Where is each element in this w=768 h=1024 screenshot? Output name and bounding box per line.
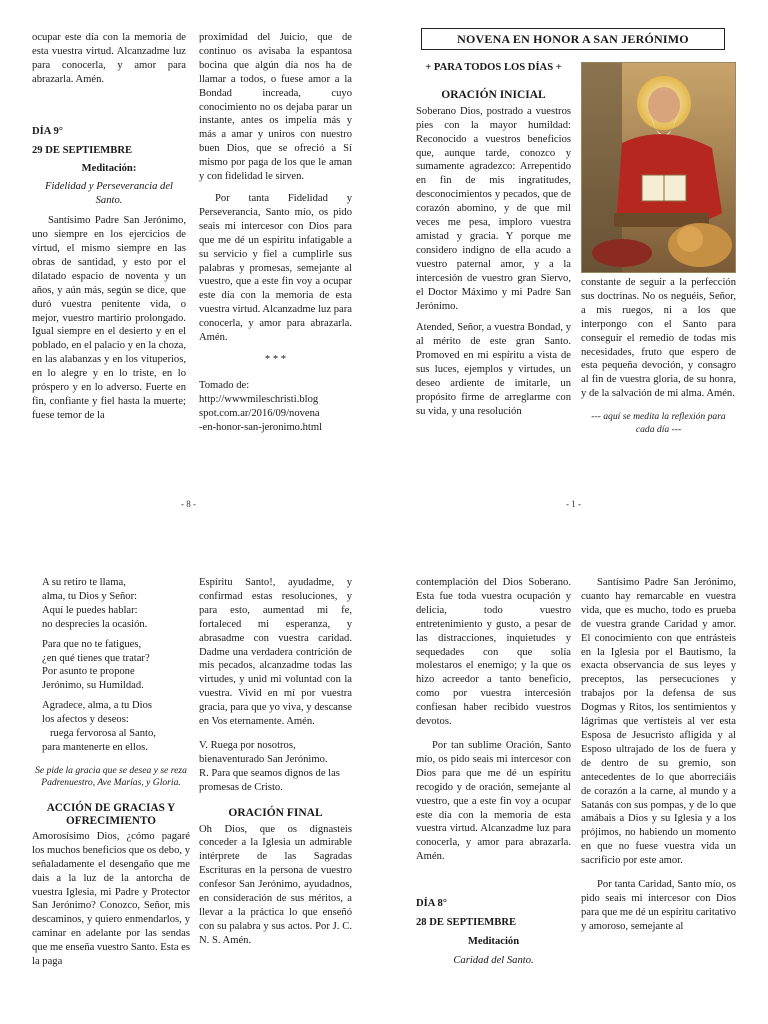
date-heading: 29 DE SEPTIEMBRE bbox=[32, 144, 133, 156]
bottom-left-column-2 bbox=[199, 576, 352, 1024]
versicle: V. Ruega por nosotros, bienaventurado San Jerónimo. bbox=[199, 739, 328, 765]
poem-line: ¿en qué tienes que tratar? bbox=[42, 652, 150, 664]
charity-paragraph: Por tanta Caridad, Santo mío, os pido seais mi intercesor con Dios para que me dé un espíritu caritativo y amoroso, semejante al bbox=[581, 879, 736, 932]
page-number: - 8 - bbox=[181, 499, 196, 509]
page8-paragraph: Por tanta Fidelidad y Perseverancia, Santo mío, os pido seais mi intercesor con Dios para que me dé un espíritu infatigable a su servicio y fiel a cumplirle sus palabras y promesas, semejante al vuestro, que a este fin voy a ocupar este día con la memoria de esta vuestra virtud. Alcanzadme luz para conocerla, y amor para abrazarla. Amén. bbox=[199, 192, 352, 344]
source-url[interactable]: http://wwwmileschristi.blog bbox=[199, 393, 319, 405]
thanks-paragraph: Amorosísimo Dios, ¿cómo pagaré los muchos beneficios que os debo, y señaladamente el desengaño que me dais a la luz de la antorcha de vuestra Iglesia, mi Padre y Protector San Jerónimo? Conozco, Señor, mis descaminos, y quiero enmendarlos, y caminar en adelante por las sendas que me enseña vuestro Santo. Esta es la paga bbox=[32, 830, 190, 968]
saint-jerome-image bbox=[581, 62, 736, 273]
contemplation-paragraph: Por tan sublime Oración, Santo mío, os pido seais mi intercesor con Dios para que me dé un espíritu recogido y de oración, semejante al vuestro, que a este fin voy a ocupar este día con la memoria de esta vuestra virtud. Alcanzadme luz para conocerla, y amor para abrazarla. Amén. bbox=[416, 739, 571, 863]
day-heading: DÍA 8° bbox=[416, 898, 448, 910]
opening-prayer-paragraph: Soberano Dios, postrado a vuestros pies con la mayor humildad: Reconocido a vuestros beneficios que, aunque tarde, conozco y sumamente agradezco: Arrepentido en fin de mis ingratitudes, desconocimientos y pecados, que de corazón abomino, y de que mil veces me pesa, imploro vuestra amistad y gracia. Y porque me considero indigno de ella acudo a vuestro paternal amor, y a la intercesión de vuestro gran Siervo, el Doctor Máximo y mi Padre San Jerónimo. bbox=[416, 105, 571, 312]
meditation-subtitle: Fidelidad y Perseverancia del Santo. bbox=[45, 181, 173, 207]
opening-prayer-heading: ORACIÓN INICIAL bbox=[441, 88, 546, 101]
poem-line: no desprecies la ocasión. bbox=[42, 618, 148, 630]
response: R. Para que seamos dignos de las promesas de Cristo. bbox=[199, 767, 340, 793]
poem-line: para mantenerte en ellos. bbox=[42, 741, 148, 753]
page8-paragraph: proximidad del Juicio, que de continuo os avisaba la espantosa bocina que algún día nos ha de llamar a todos, o fuese amor a la Bondad increada, cuyo conocimiento no os dejaba parar un instante, antes os impelía más y más a amar y uniros con nuestro buen Dios, que se ofreció a Sí mismo por paga de los que le aman y con fidelidad le sirven. bbox=[199, 32, 352, 183]
page8-column-2 bbox=[199, 31, 352, 499]
meditation-label: Meditación bbox=[467, 935, 520, 947]
poem-line: A su retiro te llama, bbox=[42, 577, 126, 588]
bottom-right-column-1 bbox=[416, 576, 571, 1024]
page-number: - 1 - bbox=[566, 499, 581, 509]
page8-paragraph: ocupar este día con la memoria de esta vuestra virtud. Alcanzadme luz para conocerla, y amor para abrazarla. Amén. bbox=[32, 32, 186, 85]
contemplation-paragraph: contemplación del Dios Soberano. Esta fue toda vuestra ocupación y delicia, todo vuestro entretenimiento y gusto, a pesar de las distracciones, inquietudes y sequedades con que solía molestaros el enemigo; y la que os hizo acreedor a tanto beneficio, como por vuestra intercesión confiesan haber recibido vuestros devotos. bbox=[416, 577, 571, 728]
thanks-heading: ACCIÓN DE GRACIAS Y OFRECIMIENTO bbox=[46, 801, 176, 827]
meditation-paragraph: Santísimo Padre San Jerónimo, uno siempre en los ejercicios de virtud, el mismo siempre en las obras de santidad, y esto por el dilatado espacio de noventa y un años, y aún más, según se dice, que duró vuestra penitente vida, o mejor, vuestro martirio prolongado. Igual siempre en el desierto y en el poblado, en el palacio y en la choza, en las alabanzas y en los vituperios, en lo alegre y en lo triste, en lo próspero y en lo adverso. Fuerte en fin, confiante y fiel hasta la muerte; fuese temor de la bbox=[32, 215, 186, 421]
poem bbox=[32, 576, 190, 755]
source-label: Tomado de: bbox=[199, 379, 250, 391]
source-url[interactable]: spot.com.ar/2016/09/novena bbox=[199, 407, 320, 419]
poem-stanza bbox=[32, 699, 190, 755]
bottom-left-column-1 bbox=[32, 576, 190, 1024]
poem-line: Por asunto te propone bbox=[42, 666, 135, 678]
opening-prayer-paragraph: Atended, Señor, a vuestra Bondad, y al mérito de este gran Santo. Promoved en mi espíritu a vista de sus luces, ejemplos y virtudes, un deseo ardiente de imitarle, un propósito firme de arreglarme con su vida, y una resolución bbox=[416, 322, 571, 417]
separator-stars: * * * bbox=[264, 353, 287, 365]
source-block bbox=[199, 379, 352, 435]
final-prayer-paragraph: Oh Dios, que os dignasteis conceder a la Iglesia un admirable intérprete de las Sagradas Escrituras en la persona de vuestro confesor San Jerónimo, ayudadnos, en consideración de sus méritos, a llevar a la práctica lo que enseñó con su palabra y sus actos. Por J. C. N. S. Amén. bbox=[199, 823, 352, 946]
poem-line: los afectos y deseos: bbox=[42, 714, 129, 726]
page8-column-1 bbox=[32, 31, 186, 499]
page1-column-2 bbox=[581, 276, 736, 498]
poem-stanza bbox=[32, 576, 190, 632]
reflection-note: --- aquí se medita la reflexión para cada día --- bbox=[591, 411, 726, 435]
meditation-label: Meditación: bbox=[81, 163, 137, 175]
day-heading: DÍA 9° bbox=[32, 125, 64, 137]
poem-line: Aquí le puedes hablar: bbox=[42, 604, 138, 616]
charity-paragraph: Santísimo Padre San Jerónimo, cuanto hay remarcable en vuestra vida, que es mucho, todo es prueba de vuestra grande Caridad y amor. El conocimiento con que entrásteis en la Iglesia por el Bautismo, la exacta observancia de sus leyes y preceptos, las persecuciones y trabajos por la defensa de sus Dogmas y Ritos, los sentimientos y lágrimas que vertísteis al ver esta Esposa de Jesucristo afligida y al Esposo ultrajado de los de fuera y de dentro de su gremio, son antecedentes de lo que aborreciáis de corazón a la carne, al mundo y a Satanás con sus pompas, y de lo que amábais a Dios y su Iglesia y a los prójimos, no habiendo un momento en que no fuese vuestra vida un sacrificio por este amor. bbox=[581, 577, 736, 867]
grace-note: Se pide la gracia que se desea y se reza Padrenuestro, Ave Marías, y Gloria. bbox=[35, 764, 187, 789]
meditation-subtitle: Caridad del Santo. bbox=[453, 954, 534, 966]
date-heading: 28 DE SEPTIEMBRE bbox=[416, 917, 517, 929]
poem-stanza bbox=[32, 638, 190, 694]
page1-column-1 bbox=[416, 61, 571, 499]
source-url[interactable]: -en-honor-san-jeronimo.html bbox=[199, 421, 323, 433]
poem-line: ruega fervorosa al Santo, bbox=[50, 728, 156, 740]
novena-title: NOVENA EN HONOR A SAN JERÓNIMO bbox=[421, 28, 725, 50]
saint-jerome-illustration bbox=[582, 63, 736, 273]
final-prayer-heading: ORACIÓN FINAL bbox=[228, 806, 323, 819]
poem-line: Agradece, alma, a tu Dios bbox=[42, 700, 153, 712]
bottom-right-column-2 bbox=[581, 576, 736, 1024]
for-all-days-heading: + PARA TODOS LOS DÍAS + bbox=[425, 62, 562, 73]
resolution-paragraph: Espíritu Santo!, ayudadme, y confirmad estas resoluciones, y para esto, aumentad mi fe, fortaleced mi esperanza, y abrasadme con vuestra caridad. Dadme una verdadera contrición de mis pecados, alcanzadme todas las virtudes, y unid mi voluntad con la vuestra. Vivid en mí por vuestra gracia, para que yo viva, y descanse en Vos eternamente. Amén. bbox=[199, 577, 352, 728]
poem-line: Para que no te fatigues, bbox=[42, 638, 142, 650]
opening-prayer-paragraph: constante de seguir a la perfección sus doctrinas. No os neguéis, Señor, a mis ruegos, ni a los que interpongo con el Santo para conseguir el remedio de todas mis necesidades, fruto que espero de esta pequeña devoción, y consagro al fin de vuestra gloria, de su honra, y de la salvación de mi alma. Amén. bbox=[581, 277, 736, 400]
poem-line: Jerónimo, su Humildad. bbox=[42, 680, 144, 692]
poem-line: alma, tu Dios y Señor: bbox=[42, 590, 138, 602]
